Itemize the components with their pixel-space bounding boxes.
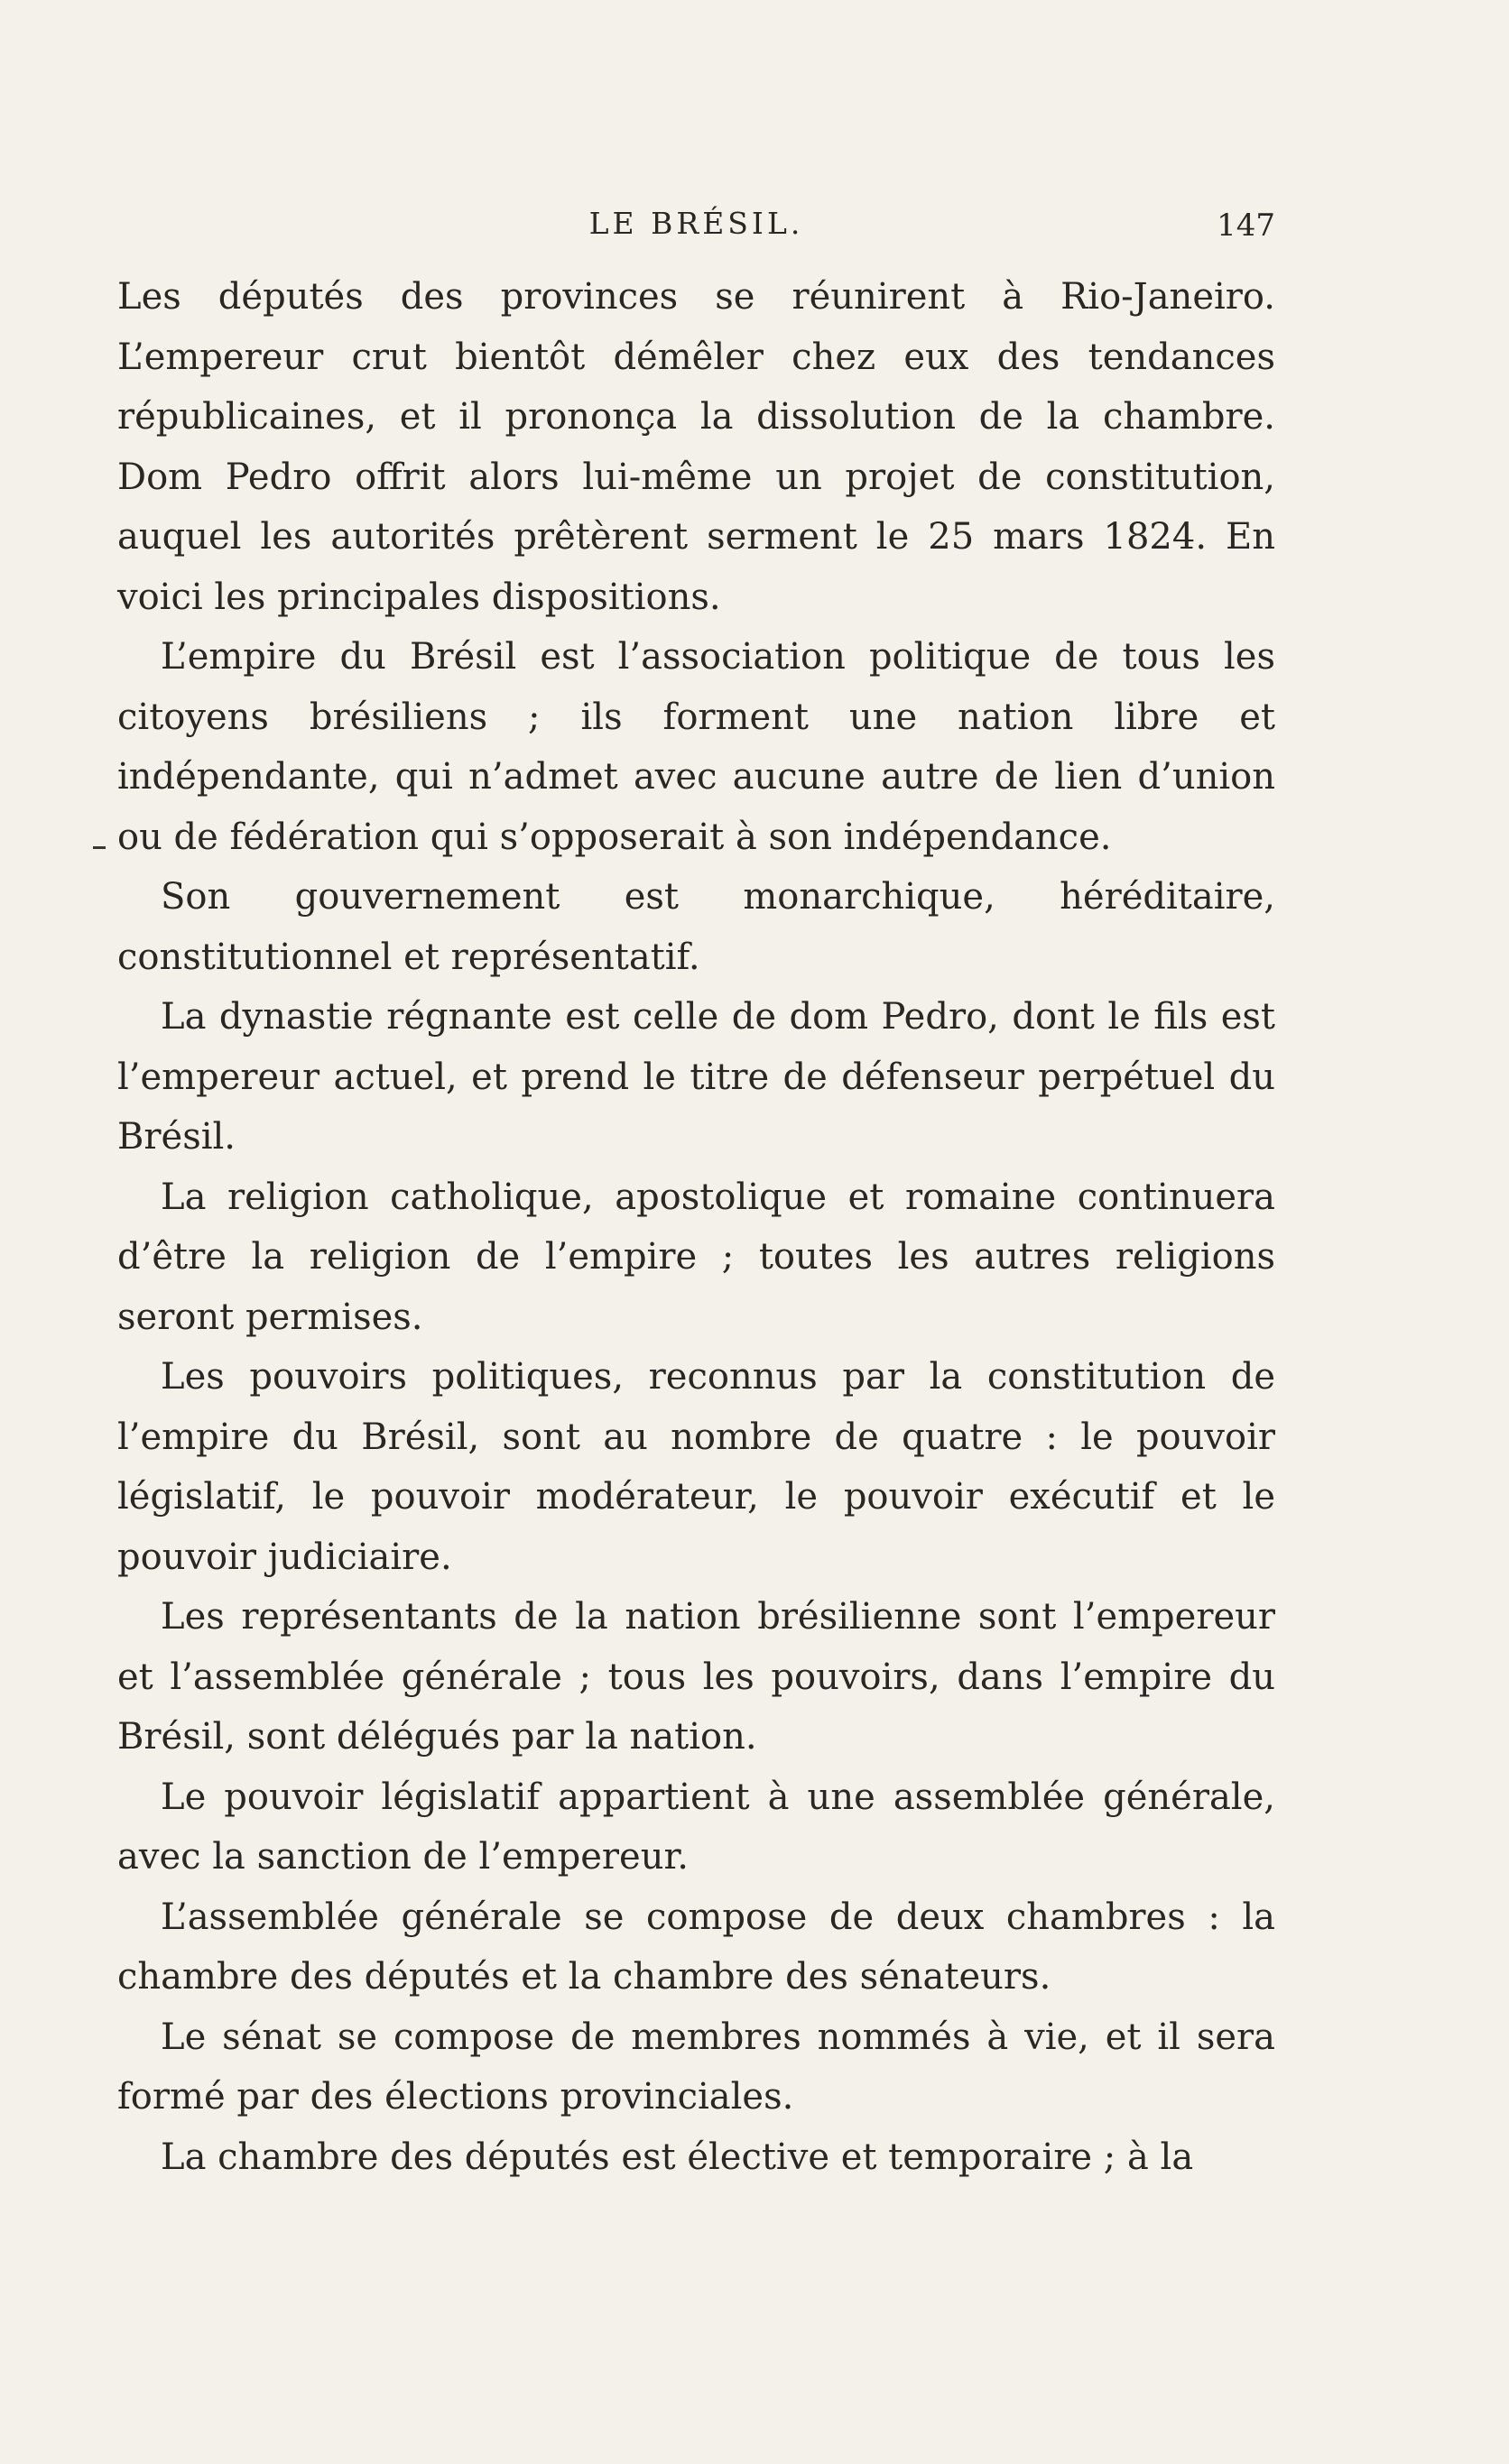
paragraph: Son gouvernement est monarchique, héréditaire, constitutionnel et représentatif.: [117, 876, 1275, 978]
page-header: [117, 206, 1275, 251]
paragraph: Le pouvoir législatif appartient à une assemblée générale, avec la sanction de l’empereur.: [117, 1776, 1275, 1878]
paragraph: Le sénat se compose de membres nommés à vie, et il sera formé par des élections provinciales.: [117, 2016, 1275, 2118]
paragraph: L’assemblée générale se compose de deux chambres : la chambre des députés et la chambre des sénateurs.: [117, 1896, 1275, 1998]
paragraph: Les députés des provinces se réunirent à Rio-Janeiro. L’empereur crut bientôt démêler chez eux des tendances républicaines, et il prononça la dissolution de la chambre. Dom Pedro offrit alors lui-même un projet de constitution, auquel les autorités prêtèrent serment le 25 mars 1824. En voici les principales dispositions.: [117, 276, 1275, 618]
body-text: [117, 267, 1275, 2187]
paragraph: Les pouvoirs politiques, reconnus par la constitution de l’empire du Brésil, sont au nombre de quatre : le pouvoir législatif, le pouvoir modérateur, le pouvoir exécutif et le pouvoir judiciaire.: [117, 1356, 1275, 1578]
paragraph: L’empire du Brésil est l’association politique de tous les citoyens brésiliens ; ils forment une nation libre et indépendante, qui n’admet avec aucune autre de lien d’union ou de fédération qui s’opposerait à son indépendance.: [117, 636, 1275, 858]
margin-mark: [93, 846, 106, 849]
paragraph: La chambre des députés est élective et temporaire ; à la: [161, 2136, 1194, 2178]
paragraph: La religion catholique, apostolique et romaine continuera d’être la religion de l’empire ; toutes les autres religions seront permises.: [117, 1176, 1275, 1338]
paragraph: Les représentants de la nation brésilienne sont l’empereur et l’assemblée générale ; tous les pouvoirs, dans l’empire du Brésil, sont délégués par la nation.: [117, 1596, 1275, 1758]
running-head: LE BRÉSIL.: [588, 206, 804, 241]
paragraph: La dynastie régnante est celle de dom Pedro, dont le fils est l’empereur actuel, et prend le titre de défenseur perpétuel du Brésil.: [117, 996, 1275, 1158]
page-number: 147: [1217, 208, 1275, 244]
